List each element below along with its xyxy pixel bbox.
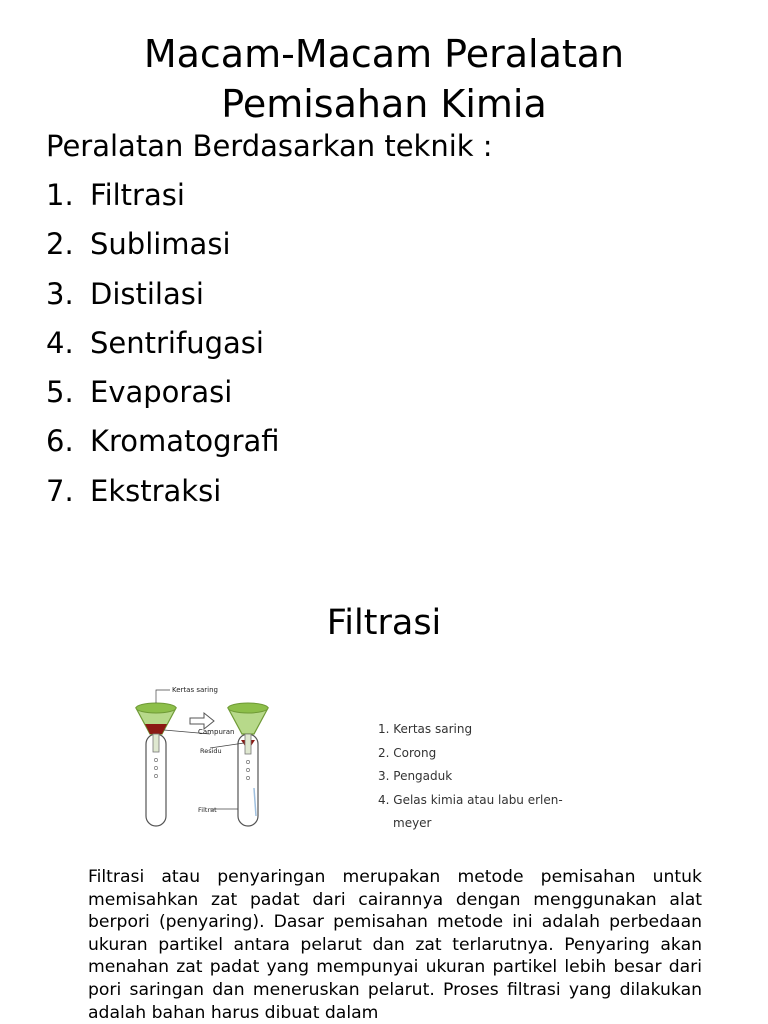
slide-title <box>0 29 768 129</box>
technique-number: 7. <box>46 473 74 508</box>
technique-label: Evaporasi <box>90 375 233 410</box>
tool-item: 1. Kertas saring <box>378 722 473 736</box>
tool-item-continuation: meyer <box>393 816 432 830</box>
arrow-icon <box>190 713 214 729</box>
techniques-list <box>46 174 280 519</box>
title-line-2: Pemisahan Kimia <box>221 82 547 127</box>
label-filtrat: Filtrat <box>198 806 217 814</box>
label-campuran: Campuran <box>198 728 235 736</box>
filtration-tools-list <box>378 718 563 836</box>
technique-label: Sublimasi <box>90 227 231 262</box>
filtration-title: Filtrasi <box>326 603 442 643</box>
technique-label: Kromatografi <box>90 424 280 459</box>
label-kertas-saring: Kertas saring <box>172 686 218 694</box>
technique-item <box>46 223 280 272</box>
filtration-diagram <box>118 676 328 836</box>
technique-item <box>46 371 280 420</box>
technique-number: 1. <box>46 178 74 212</box>
technique-item <box>46 273 280 322</box>
technique-label: Sentrifugasi <box>90 325 264 360</box>
funnel-left <box>136 703 176 826</box>
technique-number: 3. <box>46 276 74 311</box>
filtration-description: Filtrasi atau penyaringan merupakan metode pemisahan untuk memisahkan zat padat dari cairannya dengan menggunakan alat berpori (penyaring). Dasar pemisahan metode ini adalah perbedaan ukuran partikel antara pelarut dan zat terlarutnya. Penyaring akan menahan zat padat yang mempunyai ukuran partikel lebih besar dari pori saringan dan meneruskan pelarut. Proses filtrasi yang dilakukan adalah bahan harus dibuat dalam <box>88 867 702 1023</box>
title-line-1: Macam-Macam Peralatan <box>143 32 625 77</box>
technique-item <box>46 174 280 223</box>
technique-number: 5. <box>46 375 74 410</box>
technique-number: 2. <box>46 227 74 262</box>
technique-item <box>46 420 280 469</box>
techniques-intro: Peralatan Berdasarkan teknik : <box>46 129 493 163</box>
technique-label: Filtrasi <box>90 178 185 212</box>
technique-label: Ekstraksi <box>90 473 222 508</box>
tool-item: 2. Corong <box>378 745 437 760</box>
technique-number: 4. <box>46 325 74 360</box>
technique-item <box>46 470 280 519</box>
funnel-right <box>228 703 268 826</box>
technique-label: Distilasi <box>90 276 204 311</box>
tool-item: 4. Gelas kimia atau labu erlen- <box>378 792 563 807</box>
technique-number: 6. <box>46 424 74 459</box>
tool-item: 3. Pengaduk <box>378 769 453 783</box>
technique-item <box>46 322 280 371</box>
label-residu: Residu <box>200 747 222 755</box>
